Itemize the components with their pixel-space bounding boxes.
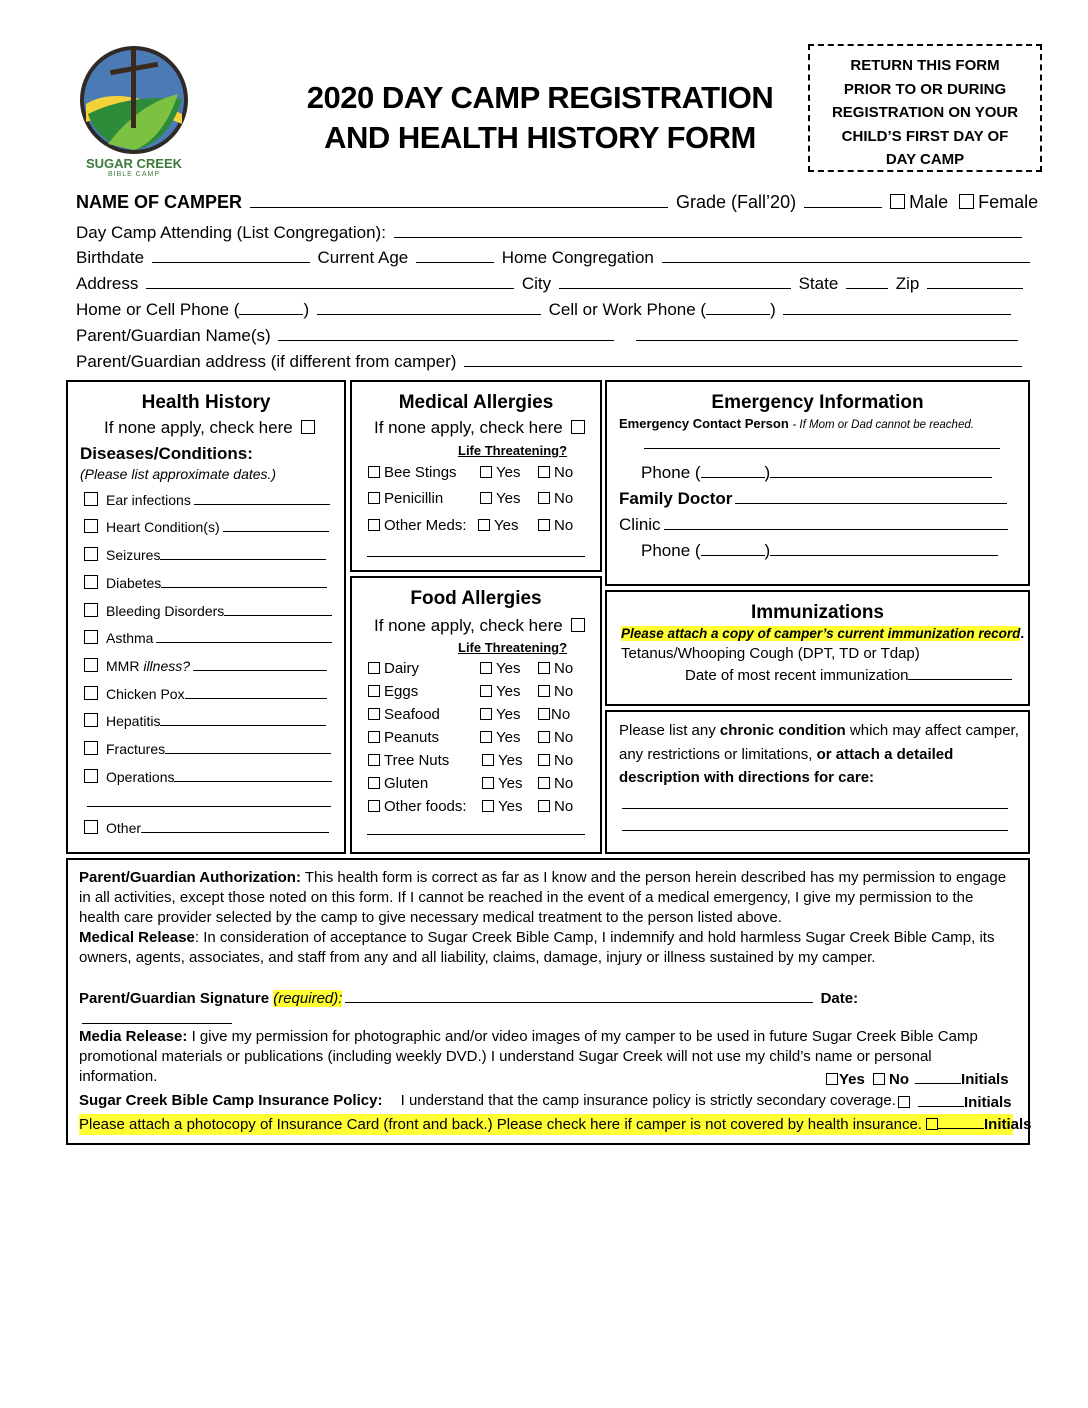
date-field[interactable]: [161, 573, 327, 588]
date-field[interactable]: [194, 490, 330, 505]
condition-operations: [84, 767, 335, 785]
allergy-label: Tree Nuts: [384, 752, 450, 769]
date-field[interactable]: [174, 767, 332, 782]
yes-label: Yes: [496, 490, 521, 507]
food-none-row: [374, 616, 589, 636]
emergency-contact-field[interactable]: [644, 434, 1000, 449]
condition-ear-infections: [84, 490, 333, 508]
condition-label: Asthma: [106, 630, 154, 646]
yes-label: Yes: [496, 683, 521, 700]
condition-label: Ear infections: [106, 492, 191, 508]
yes-label: Yes: [498, 752, 523, 769]
male-label: Male: [909, 192, 949, 212]
chronic-field-line: [619, 794, 1011, 813]
checkbox[interactable]: [368, 662, 380, 674]
life-threatening-header: Life Threatening?: [458, 640, 568, 655]
media-initials-field[interactable]: [915, 1069, 961, 1084]
date-field[interactable]: [160, 545, 326, 560]
yes-option: [482, 775, 522, 792]
emergency-contact-line: [641, 434, 1003, 453]
return-line: REGISTRATION ON YOUR: [831, 104, 1019, 121]
checkbox[interactable]: [368, 519, 380, 531]
chronic-text: which may affect camper,: [849, 722, 1019, 739]
yes-label: Yes: [496, 706, 521, 723]
parent-name-field-2[interactable]: [636, 326, 1018, 341]
med-allergy-penicillin: [368, 490, 443, 507]
no-checkbox[interactable]: [538, 800, 550, 812]
signature-field[interactable]: [345, 988, 813, 1003]
no-option: [538, 798, 573, 815]
insurance-policy-label: Sugar Creek Bible Camp Insurance Policy:: [79, 1092, 383, 1109]
chronic-line-3: description with directions for care:: [619, 769, 875, 786]
immunization-attach-note: Please attach a copy of camper’s current immunization record: [621, 626, 1021, 641]
chronic-text: any restrictions or limitations,: [619, 746, 813, 763]
insurance-card-text: Please attach a photocopy of Insurance Card (front and back.) Please check here if camper is not covered by health insurance.: [79, 1116, 922, 1133]
yes-option: [482, 752, 522, 769]
chronic-field-line: [619, 816, 1011, 835]
yes-option: [480, 729, 520, 746]
day-camp-field[interactable]: [394, 223, 1022, 238]
no-label: No: [554, 517, 574, 534]
birthdate-label: Birthdate: [76, 248, 145, 267]
return-line: RETURN THIS FORM: [850, 57, 1000, 74]
date-field[interactable]: [82, 1009, 232, 1024]
emergency-title: Emergency Information: [711, 392, 924, 413]
checkbox[interactable]: [84, 658, 98, 672]
home-area-code-field[interactable]: [239, 300, 303, 315]
medical-release-label: Medical Release: [79, 929, 195, 946]
date-field[interactable]: [224, 601, 332, 616]
condition-diabetes: [84, 573, 330, 591]
food-allergy-gluten: [368, 775, 428, 792]
yes-label: Yes: [498, 775, 523, 792]
allergy-label: Bee Stings: [384, 464, 457, 481]
grade-label: Grade (Fall’20): [676, 192, 797, 212]
allergy-label: Gluten: [384, 775, 429, 792]
period: .: [1020, 626, 1025, 641]
health-none-row: [104, 418, 319, 438]
condition-hepatitis: [84, 711, 329, 729]
no-option: [538, 729, 573, 746]
food-allergy-seafood: [368, 706, 440, 723]
doctor-field[interactable]: [735, 489, 1007, 504]
date-field[interactable]: [141, 818, 329, 833]
condition-extra-line: [84, 792, 334, 810]
health-none-checkbox[interactable]: [301, 420, 315, 434]
allergy-label: Seafood: [384, 706, 440, 723]
allergy-label: Other Meds:: [384, 517, 467, 534]
city-field[interactable]: [559, 274, 791, 289]
clinic-label: Clinic: [619, 515, 661, 534]
checkbox[interactable]: [368, 492, 380, 504]
yes-label: Yes: [494, 517, 519, 534]
no-insurance-initials-label: Initials: [983, 1116, 1032, 1133]
food-allergy-other: [368, 798, 467, 815]
condition-label: Hepatitis: [106, 713, 161, 729]
clinic-phone-field[interactable]: [770, 541, 998, 556]
life-threatening-header: Life Threatening?: [458, 443, 568, 458]
yes-checkbox[interactable]: [482, 800, 494, 812]
checkbox[interactable]: [84, 769, 98, 783]
no-checkbox[interactable]: [538, 731, 550, 743]
condition-label: Seizures: [106, 547, 161, 563]
medical-release-text: : In consideration of acceptance to Sugar Creek Bible Camp, I indemnify and hold harmless Sugar Creek Bible Camp, its owners, agents, associates, and staff from any and all liability, claims, damage, injury or illness sustained by my camper.: [79, 929, 995, 966]
zip-field[interactable]: [927, 274, 1023, 289]
diseases-note: (Please list approximate dates.): [80, 466, 277, 482]
no-checkbox[interactable]: [538, 662, 550, 674]
no-checkbox[interactable]: [538, 492, 550, 504]
emergency-section: [605, 380, 1030, 586]
city-label: City: [521, 274, 552, 293]
camper-name-row: [76, 192, 1038, 213]
medical-allergies-title: Medical Allergies: [398, 392, 554, 413]
no-option: [538, 517, 573, 534]
home-phone-field[interactable]: [317, 300, 541, 315]
parent-address-field[interactable]: [464, 352, 1022, 367]
yes-option: [480, 464, 520, 481]
med-allergy-other: [368, 517, 467, 534]
recent-immunization-row: [685, 665, 1012, 684]
checkbox[interactable]: [84, 686, 98, 700]
checkbox[interactable]: [368, 466, 380, 478]
parent-name-row: [76, 326, 1021, 346]
diseases-subtitle: Diseases/Conditions:: [80, 444, 253, 463]
checkbox[interactable]: [368, 777, 380, 789]
signature-required: (required):: [273, 990, 343, 1007]
grade-field[interactable]: [804, 193, 882, 208]
checkbox[interactable]: [368, 754, 380, 766]
no-checkbox[interactable]: [538, 685, 550, 697]
food-allergies-section: [350, 576, 602, 854]
no-label: No: [554, 660, 574, 677]
health-history-section: [66, 380, 346, 854]
chronic-bold: chronic condition: [719, 722, 846, 739]
no-label: No: [554, 490, 574, 507]
chronic-condition-section: [605, 710, 1030, 854]
no-checkbox[interactable]: [538, 754, 550, 766]
yes-label: Yes: [496, 729, 521, 746]
state-label: State: [798, 274, 839, 293]
food-allergy-tree-nuts: [368, 752, 449, 769]
immunizations-section: [605, 590, 1030, 706]
female-label: Female: [978, 192, 1039, 212]
yes-checkbox[interactable]: [482, 754, 494, 766]
medical-none-checkbox[interactable]: [571, 420, 585, 434]
condition-label: Fractures: [106, 741, 166, 757]
home-phone-label: Home or Cell Phone (: [76, 300, 240, 319]
media-no-checkbox[interactable]: [873, 1073, 885, 1085]
address-label: Address: [76, 274, 139, 293]
food-allergy-eggs: [368, 683, 418, 700]
date-label: Date:: [820, 990, 859, 1007]
chronic-bold: or attach a detailed: [816, 746, 954, 763]
chronic-line-1: [619, 722, 1019, 739]
authorization-paragraph: [79, 868, 1014, 968]
return-notice: [808, 44, 1042, 172]
address-row: [76, 274, 1026, 294]
condition-chicken-pox: [84, 684, 330, 702]
food-allergies-title: Food Allergies: [410, 588, 542, 609]
tetanus-label: Tetanus/Whooping Cough (DPT, TD or Tdap): [621, 645, 920, 662]
logo-name: SUGAR CREEK: [85, 156, 183, 171]
yes-label: Yes: [496, 464, 521, 481]
yes-label: Yes: [496, 660, 521, 677]
condition-label: Diabetes: [106, 575, 162, 591]
authorization-label: Parent/Guardian Authorization:: [79, 869, 301, 886]
condition-asthma: [84, 628, 335, 646]
yes-checkbox[interactable]: [480, 492, 492, 504]
camp-logo: [78, 44, 190, 156]
food-other-field[interactable]: [367, 820, 585, 835]
doctor-row: [619, 489, 1010, 509]
yes-checkbox[interactable]: [480, 731, 492, 743]
yes-label: Yes: [498, 798, 523, 815]
food-allergy-dairy: [368, 660, 419, 677]
food-other-line: [364, 820, 588, 839]
food-none-label: If none apply, check here: [374, 616, 563, 635]
no-label: No: [554, 729, 574, 746]
food-allergy-peanuts: [368, 729, 439, 746]
day-camp-label: Day Camp Attending (List Congregation):: [76, 223, 386, 242]
emergency-phone-field[interactable]: [770, 463, 992, 478]
yes-checkbox[interactable]: [480, 708, 492, 720]
date-field[interactable]: [156, 628, 332, 643]
no-label: No: [554, 775, 574, 792]
checkbox[interactable]: [84, 519, 98, 533]
yes-option: [480, 706, 520, 723]
no-option: [538, 706, 570, 723]
yes-checkbox[interactable]: [482, 777, 494, 789]
no-checkbox[interactable]: [538, 466, 550, 478]
no-option: [538, 464, 573, 481]
no-option: [538, 660, 573, 677]
no-checkbox[interactable]: [538, 708, 550, 720]
phone-label: Phone (: [641, 541, 701, 560]
age-field[interactable]: [416, 248, 494, 263]
checkbox[interactable]: [84, 575, 98, 589]
paren: ): [764, 541, 771, 560]
logo-subtitle: BIBLE CAMP: [107, 171, 160, 178]
condition-seizures: [84, 545, 329, 563]
checkbox[interactable]: [368, 800, 380, 812]
phone-row: [76, 300, 1014, 320]
no-label: No: [551, 706, 571, 723]
page-title: [270, 78, 810, 158]
date-field[interactable]: [160, 711, 326, 726]
media-release-label: Media Release:: [79, 1028, 188, 1045]
parent-name-label: Parent/Guardian Name(s): [76, 326, 271, 345]
title-line-1: 2020 DAY CAMP REGISTRATION: [306, 80, 774, 115]
condition-label: Chicken Pox: [106, 686, 185, 702]
emergency-contact-note: - If Mom or Dad cannot be reached.: [792, 419, 974, 431]
insurance-checkbox[interactable]: [898, 1096, 910, 1108]
work-area-code-field[interactable]: [706, 300, 770, 315]
emergency-contact-label: Emergency Contact Person: [619, 416, 789, 431]
media-release-text: I give my permission for photographic and/or video images of my camper to be used in future Sugar Creek Bible Camp promotional materials or publications (including weekly DVD.) I understand Sugar Creek will not use my child’s name or personal information.: [79, 1028, 978, 1085]
checkbox[interactable]: [368, 708, 380, 720]
allergy-label: Peanuts: [384, 729, 440, 746]
allergy-label: Penicillin: [384, 490, 444, 507]
paren: ): [770, 300, 776, 319]
age-label: Current Age: [317, 248, 409, 267]
return-line: PRIOR TO OR DURING: [843, 80, 1007, 98]
emergency-phone-row: [641, 463, 992, 483]
no-label: No: [554, 464, 574, 481]
no-insurance-checkbox[interactable]: [926, 1118, 938, 1130]
signature-label: Parent/Guardian Signature: [79, 990, 270, 1007]
mmr-suffix: illness?: [143, 658, 191, 674]
checkbox[interactable]: [84, 547, 98, 561]
no-checkbox[interactable]: [538, 519, 550, 531]
clinic-area-code-field[interactable]: [701, 541, 765, 556]
insurance-policy-text: I understand that the camp insurance policy is strictly secondary coverage.: [400, 1092, 896, 1109]
insurance-policy-row: [79, 1092, 896, 1109]
health-history-title: Health History: [141, 392, 271, 413]
clinic-phone-row: [641, 541, 998, 561]
checkbox[interactable]: [84, 713, 98, 727]
checkbox[interactable]: [84, 741, 98, 755]
condition-label: Operations: [106, 769, 175, 785]
medical-allergies-section: [350, 380, 602, 572]
chronic-text: Please list any: [619, 722, 716, 739]
condition-label: MMR: [106, 658, 140, 674]
medical-none-row: [374, 418, 589, 438]
food-none-checkbox[interactable]: [571, 618, 585, 632]
phone-label: Phone (: [641, 463, 701, 482]
no-label: No: [554, 752, 574, 769]
date-field[interactable]: [193, 656, 327, 671]
female-checkbox[interactable]: [959, 194, 974, 209]
condition-bleeding: [84, 601, 335, 619]
yes-checkbox[interactable]: [480, 662, 492, 674]
media-consent-row: [826, 1069, 1009, 1088]
no-option: [538, 752, 573, 769]
birthdate-row: [76, 248, 1033, 268]
authorization-text: This health form is correct as far as I know and the person herein described has my permission to engage in all activities, except those noted on this form. If I cannot be reached in the event of a medical emergency, I give my permission to the health care provider selected by the camp to give necessary medical treatment to the person listed above.: [79, 869, 1007, 926]
address-field[interactable]: [146, 274, 514, 289]
camper-name-field[interactable]: [250, 193, 668, 208]
media-yes-label: Yes: [839, 1071, 865, 1088]
chronic-field-1[interactable]: [622, 794, 1008, 809]
allergy-label: Dairy: [384, 660, 420, 677]
condition-fractures: [84, 739, 334, 757]
no-option: [538, 683, 573, 700]
date-field[interactable]: [165, 739, 331, 754]
home-congregation-field[interactable]: [662, 248, 1030, 263]
media-no-label: No: [889, 1071, 910, 1088]
no-label: No: [554, 798, 574, 815]
health-none-label: If none apply, check here: [104, 418, 293, 437]
condition-label: Bleeding Disorders: [106, 603, 225, 619]
no-option: [538, 490, 573, 507]
immunization-note: [621, 626, 1024, 641]
clinic-field[interactable]: [664, 515, 1008, 530]
state-field[interactable]: [846, 274, 888, 289]
media-yes-checkbox[interactable]: [826, 1073, 838, 1085]
allergy-label: Eggs: [384, 683, 419, 700]
insurance-initials-field[interactable]: [918, 1092, 964, 1107]
media-initials-label: Initials: [961, 1071, 1009, 1088]
condition-heart: [84, 517, 332, 535]
paren: ): [303, 300, 310, 319]
no-insurance-initials-field[interactable]: [938, 1114, 984, 1129]
checkbox[interactable]: [84, 630, 98, 644]
yes-option: [480, 490, 520, 507]
med-other-line: [364, 542, 588, 561]
extra-field[interactable]: [87, 792, 331, 807]
return-line: DAY CAMP: [885, 151, 965, 168]
zip-label: Zip: [895, 274, 920, 293]
condition-label: Heart Condition(s): [106, 519, 220, 535]
return-line: CHILD’S FIRST DAY OF: [841, 127, 1009, 145]
yes-option: [480, 660, 520, 677]
parent-address-label: Parent/Guardian address (if different from camper): [76, 352, 457, 371]
immunizations-title: Immunizations: [750, 602, 884, 623]
clinic-row: [619, 515, 1011, 535]
recent-immunization-field[interactable]: [908, 665, 1012, 680]
signature-row: [79, 988, 1014, 1030]
work-phone-field[interactable]: [783, 300, 1011, 315]
condition-mmr: [84, 656, 330, 674]
checkbox[interactable]: [84, 492, 98, 506]
emergency-contact-row: [619, 416, 974, 431]
work-phone-label: Cell or Work Phone (: [548, 300, 707, 319]
home-congregation-label: Home Congregation: [501, 248, 654, 267]
med-allergy-bee-stings: [368, 464, 457, 481]
yes-checkbox[interactable]: [480, 466, 492, 478]
chronic-field-2[interactable]: [622, 816, 1008, 831]
doctor-label: Family Doctor: [619, 489, 733, 508]
recent-immunization-label: Date of most recent immunization: [685, 667, 909, 684]
date-field[interactable]: [185, 684, 327, 699]
male-checkbox[interactable]: [890, 194, 905, 209]
parent-address-row: [76, 352, 1025, 372]
checkbox[interactable]: [84, 820, 98, 834]
yes-option: [480, 683, 520, 700]
title-line-2: AND HEALTH HISTORY FORM: [324, 120, 756, 155]
yes-option: [482, 798, 522, 815]
day-camp-row: [76, 223, 1025, 243]
parent-name-field-1[interactable]: [278, 326, 614, 341]
no-label: No: [554, 683, 574, 700]
insurance-initials-row: [898, 1092, 1012, 1111]
yes-option: [478, 517, 518, 534]
medical-none-label: If none apply, check here: [374, 418, 563, 437]
yes-checkbox[interactable]: [478, 519, 490, 531]
checkbox[interactable]: [368, 685, 380, 697]
yes-checkbox[interactable]: [480, 685, 492, 697]
paren: ): [764, 463, 771, 482]
camper-name-label: NAME OF CAMPER: [76, 192, 242, 212]
med-other-field[interactable]: [367, 542, 585, 557]
date-field[interactable]: [223, 517, 329, 532]
no-checkbox[interactable]: [538, 777, 550, 789]
condition-label: Other: [106, 820, 142, 836]
no-option: [538, 775, 573, 792]
insurance-initials-label: Initials: [964, 1094, 1012, 1111]
birthdate-field[interactable]: [152, 248, 310, 263]
checkbox[interactable]: [368, 731, 380, 743]
chronic-line-2: [619, 746, 953, 763]
checkbox[interactable]: [84, 603, 98, 617]
allergy-label: Other foods:: [384, 798, 467, 815]
insurance-card-row: [79, 1114, 1032, 1135]
emergency-area-code-field[interactable]: [701, 463, 765, 478]
condition-other: [84, 818, 332, 836]
